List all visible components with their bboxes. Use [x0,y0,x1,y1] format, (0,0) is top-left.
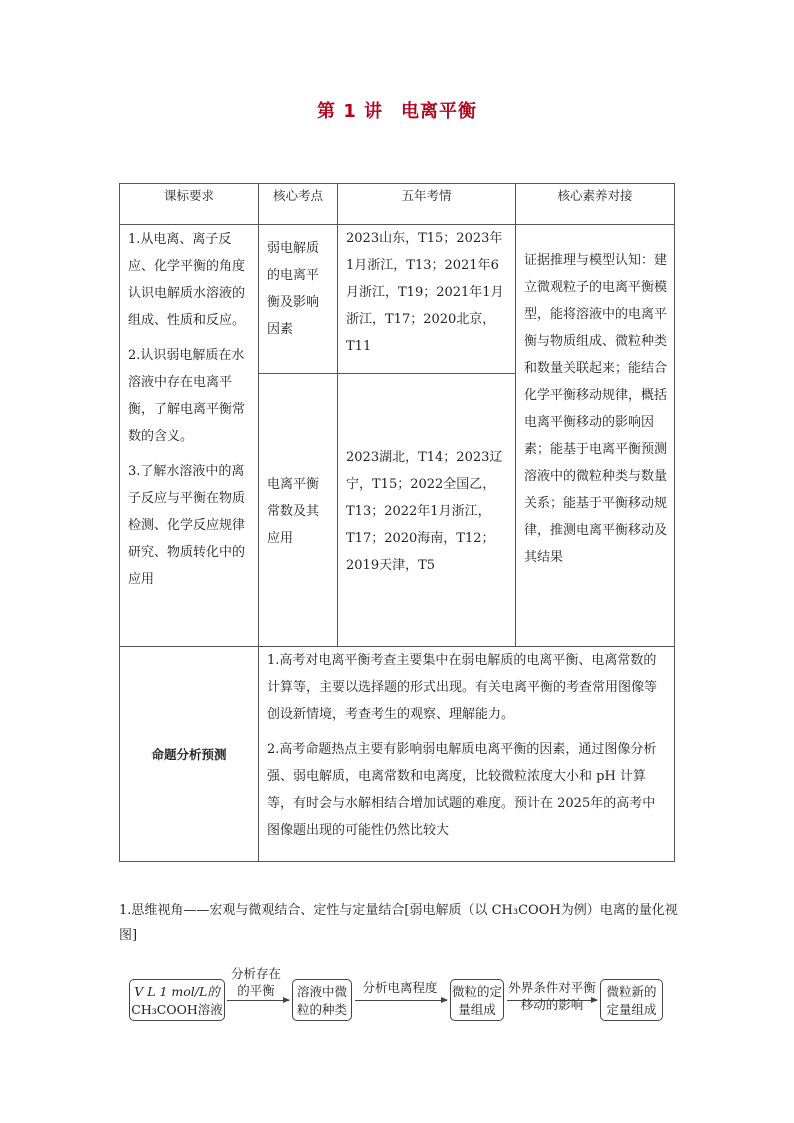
prediction-label: 命题分析预测 [120,647,259,862]
prediction-cell [259,647,675,862]
prediction-1: 1.高考对电离平衡考查主要集中在弱电解质的电离平衡、电离常数的计算等，主要以选择题的形式出现。有关电离平衡的考查常用图像等创设新情境，考查考生的观察、理解能力。 [267,653,658,722]
header-requirements: 课标要求 [120,184,259,225]
core-point-2: 电离平衡常数及其应用 [267,476,320,546]
flow-arrow-label-2: 分析电离程度 [362,980,438,995]
point-cell-2 [259,374,338,647]
flow-arrow-label-1: 分析存在的平衡 [230,966,281,998]
flow-box-new-composition: 微粒新的定量组成 [600,979,663,1021]
exam-list-2: 2023湖北，T14；2023辽宁，T15；2022全国乙，T13；2022年1月浙江，T17；2020海南，T12；2019天津，T5 [346,449,503,573]
literacy-text: 证据推理与模型认知：建立微观粒子的电离平衡模型，能将溶液中的电离平衡与物质组成、微粒种类和数量关联起来；能结合化学平衡移动规律，概括电离平衡移动的影响因素；能基于电离平衡预测溶液中的微粒种类与数量关系；能基于平衡移动规律，推测电离平衡移动及其结果 [524,253,668,565]
literacy-cell [516,225,675,647]
flow-arrow-3 [507,1000,597,1001]
section-heading: 1.思维视角——宏观与微观结合、定性与定量结合[弱电解质（以 CH₃COOH为例）电离的量化视图] [119,903,678,943]
flow-box-species: 溶液中微粒的种类 [292,979,352,1021]
flow-arrow-label-3: 外界条件对平衡移动的影响 [508,980,596,1012]
ionization-flowchart [129,965,669,1025]
exam-list-1: 2023山东，T15；2023年1月浙江，T13；2021年6月浙江，T19；2021年1月浙江，T17；2020北京，T11 [346,231,504,354]
flow-arrow-2 [355,1000,447,1001]
prediction-2: 2.高考命题热点主要有影响弱电解质电离平衡的因素，通过图像分析强、弱电解质，电离常数和电离度，比较微粒浓度大小和 pH 计算等，有时会与水解相结合增加试题的难度。预计在 2025年的高考中图像题出现的可能性仍然比较大 [267,742,657,838]
lecture-number: 第 1 讲 [316,101,384,122]
header-literacy: 核心素养对接 [516,184,675,225]
flow-box-solution-line2: CH₃COOH溶液 [131,1002,223,1017]
exam-cell-2 [338,374,516,647]
requirement-2: 2.认识弱电解质在水溶液中存在电离平衡，了解电离平衡常数的含义。 [128,348,246,444]
flow-box-solution-line1: V L 1 mol/L的 [134,984,220,999]
requirement-3: 3.了解水溶液中的离子反应与平衡在物质检测、化学反应规律研究、物质转化中的应用 [128,464,246,587]
table-header-row [120,184,675,225]
header-core-points: 核心考点 [259,184,338,225]
flow-box-solution [129,979,225,1021]
flow-arrow-1 [227,1000,289,1001]
page-title [0,97,794,123]
requirements-cell [120,225,259,647]
flow-box-composition: 微粒的定量组成 [450,979,504,1021]
core-point-1: 弱电解质的电离平衡及影响因素 [267,241,320,337]
requirement-1: 1.从电离、离子反应、化学平衡的角度认识电解质水溶液的组成、性质和反应。 [128,232,246,328]
table-row [120,225,675,374]
table-row [120,647,675,862]
header-exams: 五年考情 [338,184,516,225]
point-cell-1 [259,225,338,374]
exam-cell-1 [338,225,516,374]
lecture-topic: 电离平衡 [401,101,478,122]
overview-table [119,183,675,862]
